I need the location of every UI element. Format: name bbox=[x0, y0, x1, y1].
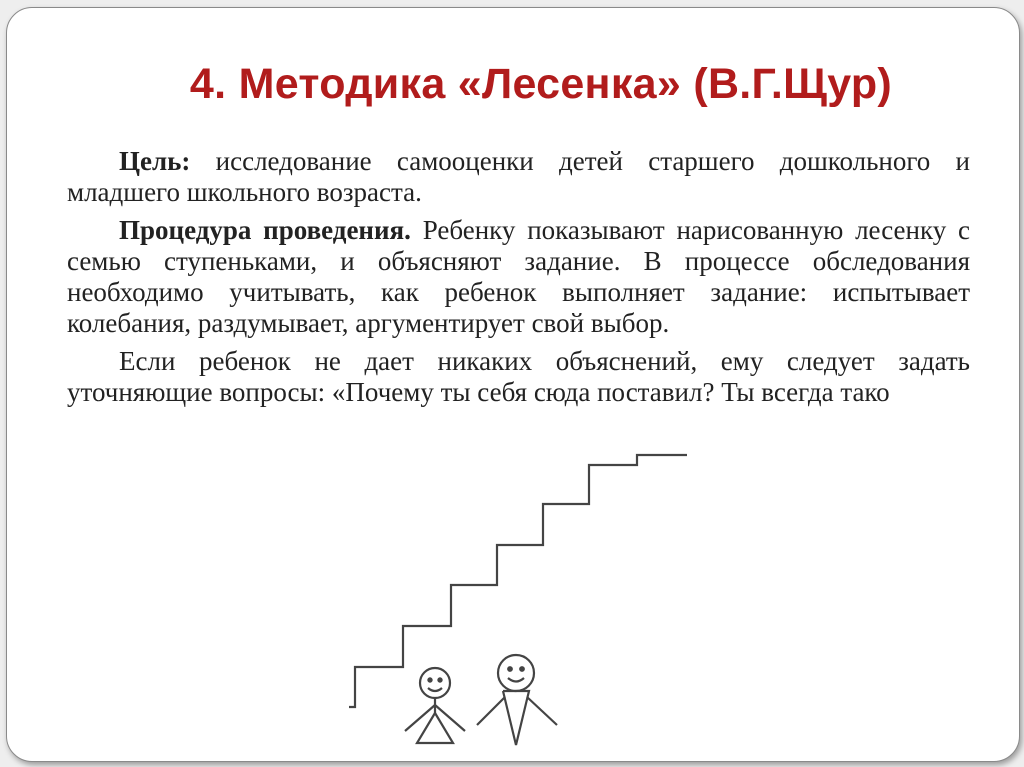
procedure-label: Процедура проведения. bbox=[119, 215, 411, 245]
ladder-drawing bbox=[327, 445, 707, 755]
ladder-illustration bbox=[327, 445, 707, 755]
procedure-text: Ребенку показывают нарисованную лесенку с семью ступеньками, и объясняют задание. В процессе обследования необходимо учитывать, как ребенок выполняет задание: испытывает колебания, раздумывает, аргументирует свой выбор. bbox=[67, 215, 970, 338]
goal-paragraph bbox=[67, 146, 970, 208]
ladder-stairs bbox=[349, 455, 687, 707]
questions-text: Если ребенок не дает никаких объяснений, ему следует задать уточняющие вопросы: «Почему ты себя сюда поставил? Ты всегда тако bbox=[67, 346, 970, 407]
goal-text: исследование самооценки детей старшего дошкольного и младшего школьного возраста. bbox=[67, 146, 970, 207]
stick-figure-large bbox=[477, 655, 557, 745]
slide-title: 4. Методика «Лесенка» (В.Г.Щур) bbox=[189, 60, 893, 108]
questions-paragraph bbox=[67, 346, 970, 408]
slide bbox=[6, 7, 1020, 762]
stick-figure-small bbox=[405, 668, 465, 743]
goal-label: Цель: bbox=[119, 146, 191, 176]
slide-body bbox=[67, 146, 970, 415]
procedure-paragraph bbox=[67, 215, 970, 339]
